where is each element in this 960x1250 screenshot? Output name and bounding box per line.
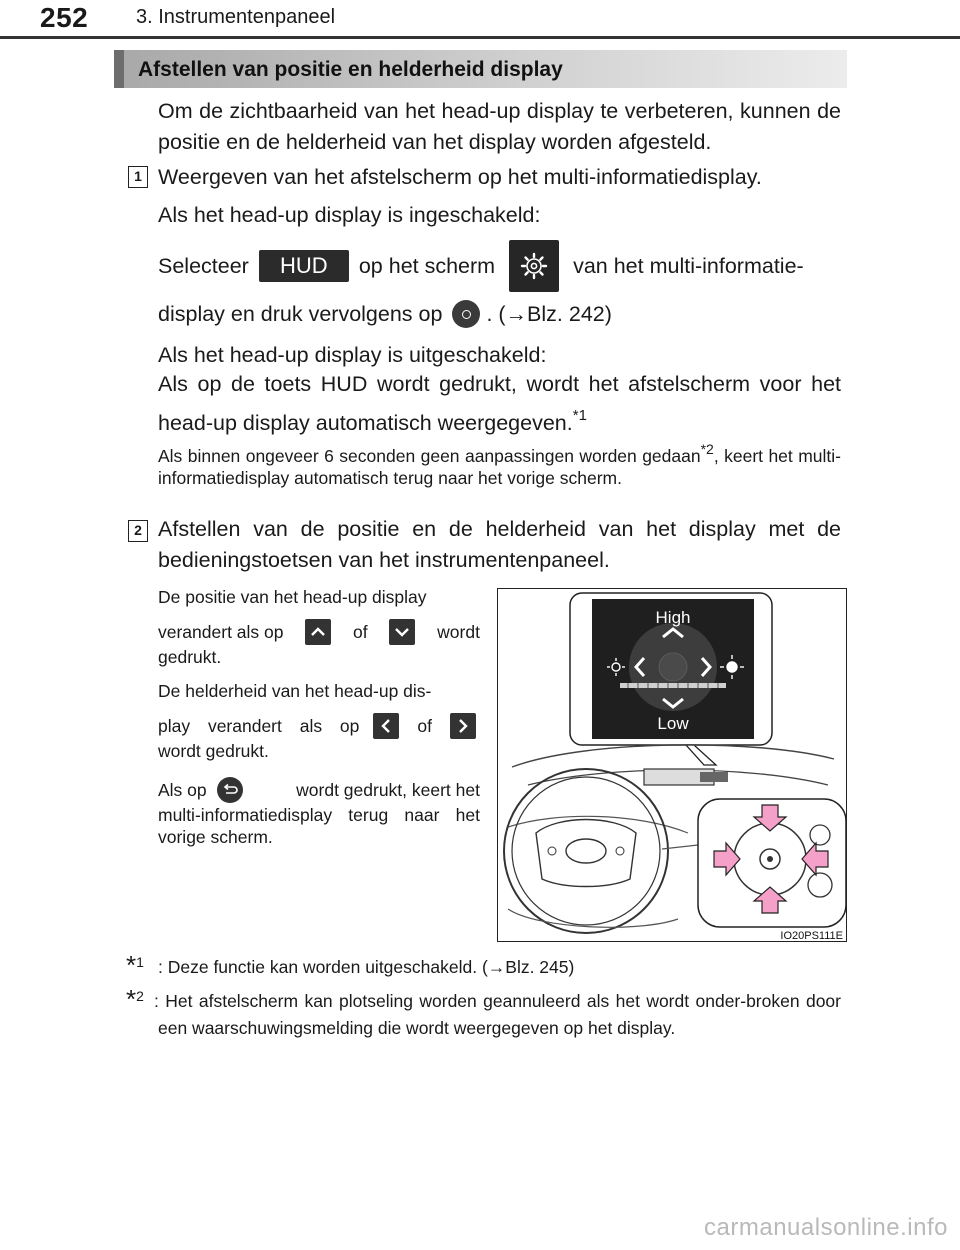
press-text-b: . (→Blz. 242) — [486, 301, 612, 326]
step-2-position-text — [158, 586, 480, 848]
note-text-a: Als binnen ongeveer 6 seconden geen aanpassingen worden gedaan — [158, 446, 701, 466]
chevron-left-icon — [373, 713, 399, 739]
position-text-b2: of — [353, 622, 368, 642]
chevron-right-icon — [450, 713, 476, 739]
back-line-a — [158, 776, 480, 804]
chevron-down-icon — [389, 619, 415, 645]
step-1-press-line — [158, 298, 848, 330]
position-line-c: gedrukt. — [158, 647, 222, 667]
select-text-b: op het scherm — [358, 253, 496, 278]
position-text-b3: wordt — [437, 622, 480, 642]
page-header — [0, 0, 960, 40]
ok-button-icon — [452, 300, 480, 328]
position-line-a: De positie van het head-up display — [158, 587, 427, 607]
back-button-icon — [217, 777, 243, 803]
step-1-select-line — [158, 240, 848, 292]
figure-code: IO20PS111E — [780, 930, 843, 942]
footnote-1-asterisk: * — [126, 950, 137, 980]
hud-low-label: Low — [657, 714, 689, 733]
step-1-timeout-note — [158, 438, 841, 489]
footnote-1-mark — [126, 950, 144, 981]
chapter-title: 3. Instrumentenpaneel — [136, 6, 336, 28]
back-text-a2: wordt gedrukt, keert het — [296, 780, 480, 800]
position-text-b1: verandert als op — [158, 622, 284, 642]
footnote-2-number: 2 — [136, 988, 144, 1005]
watermark: carmanualsonline.info — [704, 1214, 948, 1241]
footnote-2-asterisk: * — [126, 984, 137, 1014]
select-text-a: Selecteer — [158, 253, 249, 278]
step-2-title: Afstellen van de positie en de helderheid van het display met de bedieningstoetsen van het instrumentenpaneel. — [158, 517, 841, 572]
intro-paragraph: Om de zichtbaarheid van het head-up display te verbeteren, kunnen de positie en de helderheid van het display worden afgesteld. — [158, 99, 841, 154]
dashboard-illustration — [498, 589, 847, 942]
step-1-number: 1 — [128, 166, 148, 188]
header-rule — [0, 36, 960, 39]
footnote-1-text: : Deze functie kan worden uitgeschakeld. (→Blz. 245) — [158, 957, 575, 977]
step-1-case-off: Als het head-up display is uitgeschakeld: — [158, 343, 547, 367]
brightness-text-b2: of — [417, 716, 432, 736]
brightness-line-b — [158, 712, 480, 740]
page-number: 252 — [40, 2, 89, 33]
select-text-c: van het multi-informatie- — [573, 253, 804, 278]
note-footnote-ref: *2 — [700, 441, 714, 457]
settings-gear-icon — [509, 240, 559, 292]
step-1-case-on: Als het head-up display is ingeschakeld: — [158, 203, 541, 227]
brightness-line-c: wordt gedrukt. — [158, 741, 269, 761]
footnote-1-number: 1 — [136, 954, 144, 971]
section-heading — [114, 50, 847, 88]
hud-adjustment-illustration — [497, 588, 847, 942]
step-1-off-text — [158, 369, 841, 439]
footnote-2-text: : Het afstelscherm kan plotseling worden geannuleerd als het wordt onder-broken door een waarschuwingsmelding die wordt weergegeven op het display. — [154, 991, 841, 1038]
brightness-text-b1: play verandert als op — [158, 716, 360, 736]
section-title: Afstellen van positie en helderheid display — [138, 58, 563, 81]
step-1-title: Weergeven van het afstelscherm op het multi-informatiedisplay. — [158, 165, 762, 189]
footnote-2-mark — [126, 984, 144, 1015]
back-text-a1: Als op — [158, 780, 207, 800]
note-text-b: , keert het multi-informatiedisplay automatisch terug naar het vorige scherm. — [158, 446, 841, 488]
brightness-line-a: De helderheid van het head-up dis- — [158, 681, 432, 701]
off-text-footnote-ref: *1 — [572, 407, 587, 424]
back-line-b: multi-informatiedisplay terug naar het vorige scherm. — [158, 805, 480, 847]
step-2-number: 2 — [128, 520, 148, 542]
off-text: Als op de toets HUD wordt gedrukt, wordt het afstelscherm voor het head-up display automatisch weergegeven. — [158, 372, 841, 435]
hud-high-label: High — [655, 608, 691, 627]
chevron-up-icon — [305, 619, 331, 645]
hud-menu-button: HUD — [259, 250, 349, 282]
position-line-b — [158, 618, 480, 646]
press-text-a: display en druk vervolgens op — [158, 301, 443, 326]
